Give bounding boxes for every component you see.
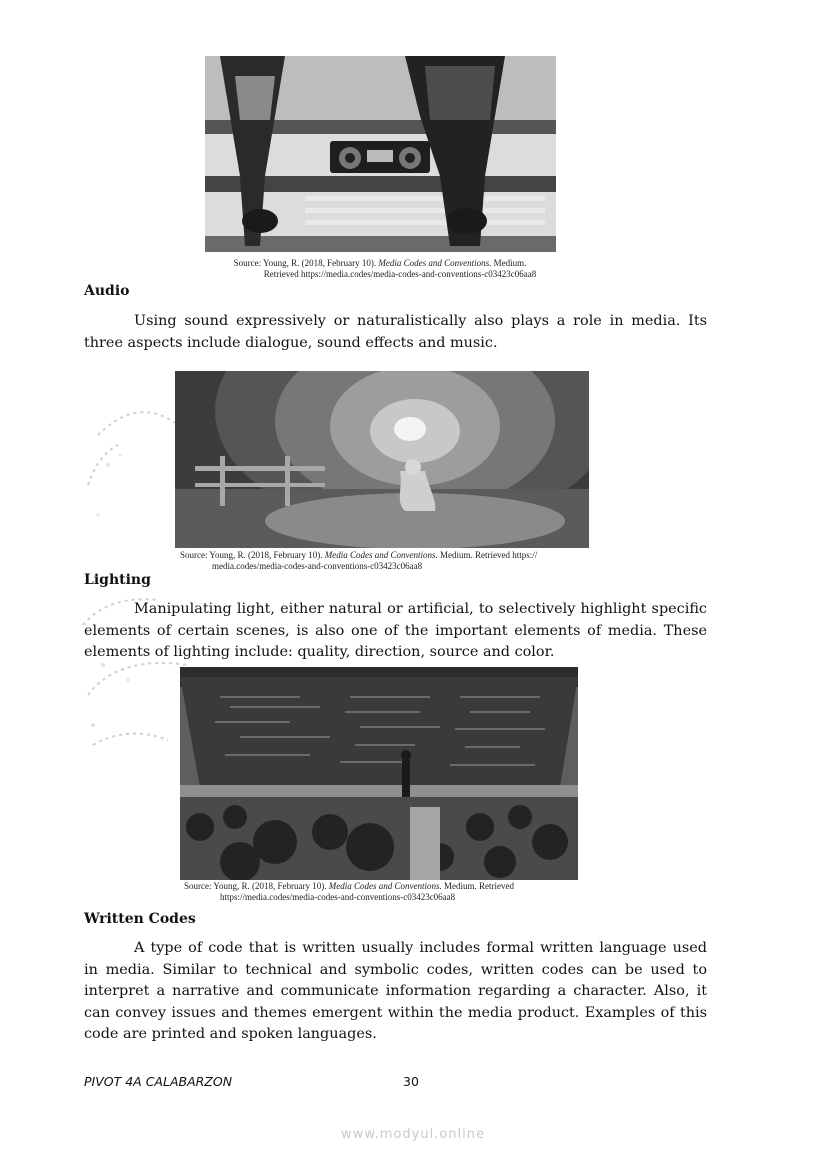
figure-caption (200, 258, 560, 280)
spotlight-stage-photo (175, 371, 589, 548)
caption-line-1: Source: Young, R. (2018, February 10). Media Codes and Conventions. Medium. Retrieved (184, 881, 514, 891)
lecture-hall-photo (180, 667, 578, 880)
page-number: 30 (403, 1074, 419, 1089)
caption-line-1: Source: Young, R. (2018, February 10). Media Codes and Conventions. Medium. Retrieved https:// (180, 550, 538, 560)
section-heading-written-codes: Written Codes (84, 911, 196, 927)
paragraph-audio: Using sound expressively or naturalistically also plays a role in media. Its three aspects include dialogue, sound effects and music. (84, 313, 707, 351)
paragraph-written-codes: A type of code that is written usually includes formal written language used in media. Similar to technical and symbolic codes, written codes can be used to interpret a narrative and communicate information regarding a character. Also, it can convey issues and themes emergent within the media product. Examples of this code are printed and spoken languages. (84, 940, 707, 1042)
bleachers-photo (205, 56, 556, 252)
caption-line-2: https://media.codes/media-codes-and-conventions-c03423c06aa8 (220, 892, 456, 902)
watermark-text: www.modyul.online (340, 1127, 486, 1142)
figure-caption (180, 881, 578, 903)
caption-line-2: media.codes/media-codes-and-conventions-c03423c06aa8 (212, 561, 423, 571)
section-heading-lighting: Lighting (84, 572, 151, 588)
section-heading-audio: Audio (84, 283, 130, 299)
figure-caption (176, 550, 590, 572)
caption-line-2: Retrieved https://media.codes/media-codes-and-conventions-c03423c06aa8 (263, 269, 537, 279)
footer-publisher: PIVOT 4A CALABARZON (84, 1074, 233, 1089)
paragraph-lighting: Manipulating light, either natural or artificial, to selectively highlight specific elements of certain scenes, is also one of the important elements of media. These elements of lighting include: quality, direction, source and color. (84, 601, 707, 660)
caption-line-1: Source: Young, R. (2018, February 10). Media Codes and Conventions. Medium. (233, 258, 527, 268)
